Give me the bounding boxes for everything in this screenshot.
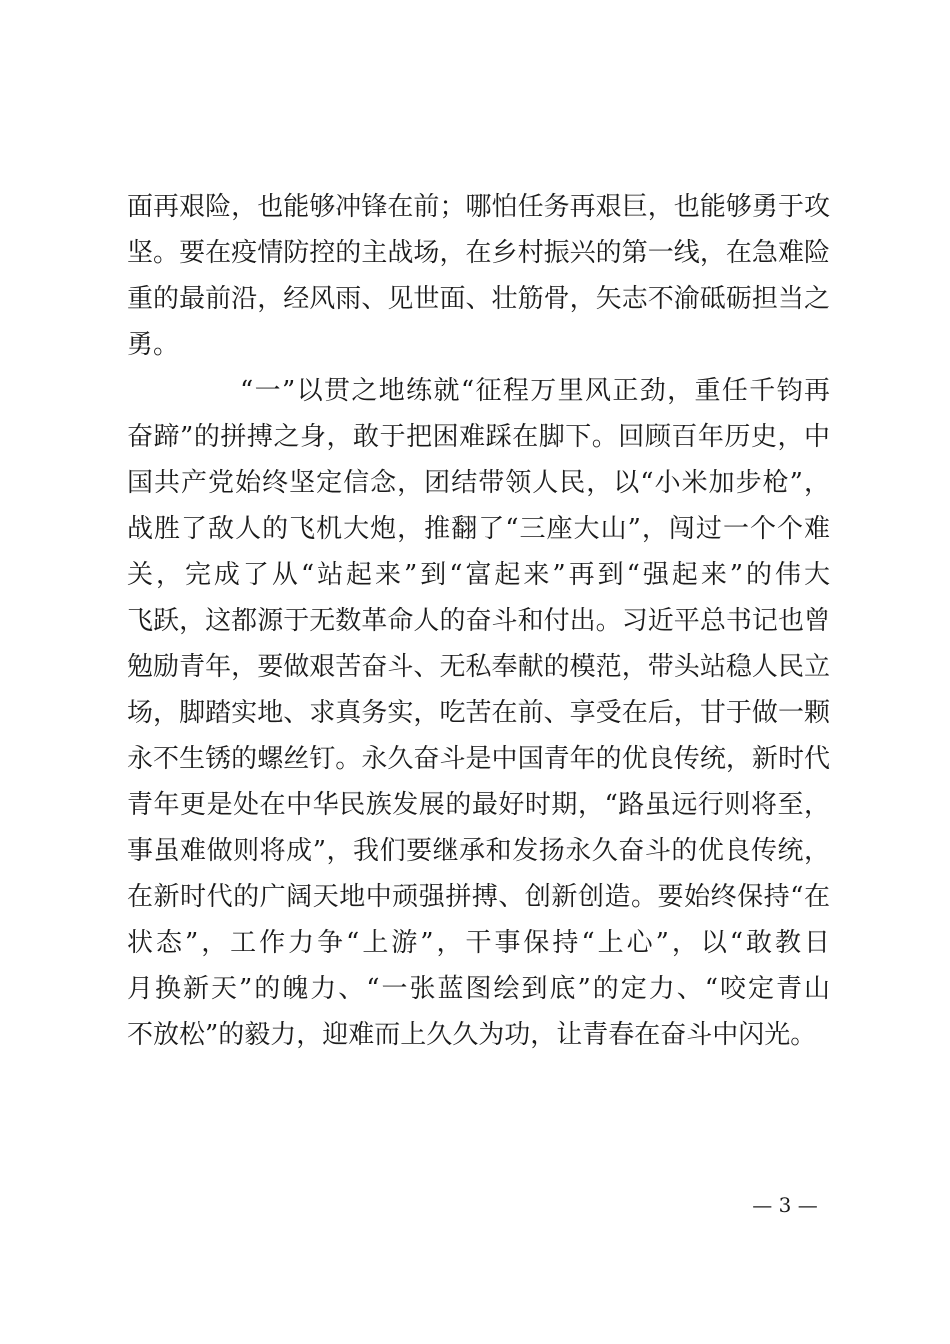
paragraph-1-line-1: 面再艰险，也能够冲锋在前；哪怕任务再艰巨，也能够勇于攻 <box>127 192 830 222</box>
paragraph-2-line-13: 状态”，工作力争“上游”，干事保持“上心”，以“敢教日 <box>127 928 830 958</box>
paragraph-2-line-1: “一”以贯之地练就“征程万里风正劲，重任千钧再 <box>240 376 830 406</box>
paragraph-2-line-15: 不放松”的毅力，迎难而上久久为功，让青春在奋斗中闪光。 <box>127 1020 817 1050</box>
paragraph-2-line-4: 战胜了敌人的飞机大炮，推翻了“三座大山”，闯过一个个难 <box>127 514 830 544</box>
paragraph-1-line-4: 勇。 <box>127 330 180 360</box>
paragraph-1-line-2: 坚。要在疫情防控的主战场，在乡村振兴的第一线，在急难险 <box>127 238 830 268</box>
paragraph-2-line-8: 场，脚踏实地、求真务实，吃苦在前、享受在后，甘于做一颗 <box>127 698 830 728</box>
paragraph-2-line-9: 永不生锈的螺丝钉。永久奋斗是中国青年的优良传统，新时代 <box>127 744 830 774</box>
paragraph-1-line-3: 重的最前沿，经风雨、见世面、壮筋骨，矢志不渝砥砺担当之 <box>127 284 830 314</box>
paragraph-2-line-3: 国共产党始终坚定信念，团结带领人民，以“小米加步枪”， <box>127 468 830 498</box>
page-number: — 3 — <box>752 1193 818 1217</box>
paragraph-2-line-7: 勉励青年，要做艰苦奋斗、无私奉献的模范，带头站稳人民立 <box>127 652 830 682</box>
paragraph-2-line-6: 飞跃，这都源于无数革命人的奋斗和付出。习近平总书记也曾 <box>127 606 830 636</box>
paragraph-2-line-14: 月换新天”的魄力、“一张蓝图绘到底”的定力、“咬定青山 <box>127 974 830 1004</box>
paragraph-2-line-10: 青年更是处在中华民族发展的最好时期，“路虽远行则将至， <box>127 790 830 820</box>
paragraph-2-line-2: 奋蹄”的拼搏之身，敢于把困难踩在脚下。回顾百年历史，中 <box>127 422 830 452</box>
paragraph-2-line-5: 关，完成了从“站起来”到“富起来”再到“强起来”的伟大 <box>127 560 830 590</box>
paragraph-2-line-12: 在新时代的广阔天地中顽强拼搏、创新创造。要始终保持“在 <box>127 882 830 912</box>
paragraph-2-line-11: 事虽难做则将成”，我们要继承和发扬永久奋斗的优良传统， <box>127 836 830 866</box>
